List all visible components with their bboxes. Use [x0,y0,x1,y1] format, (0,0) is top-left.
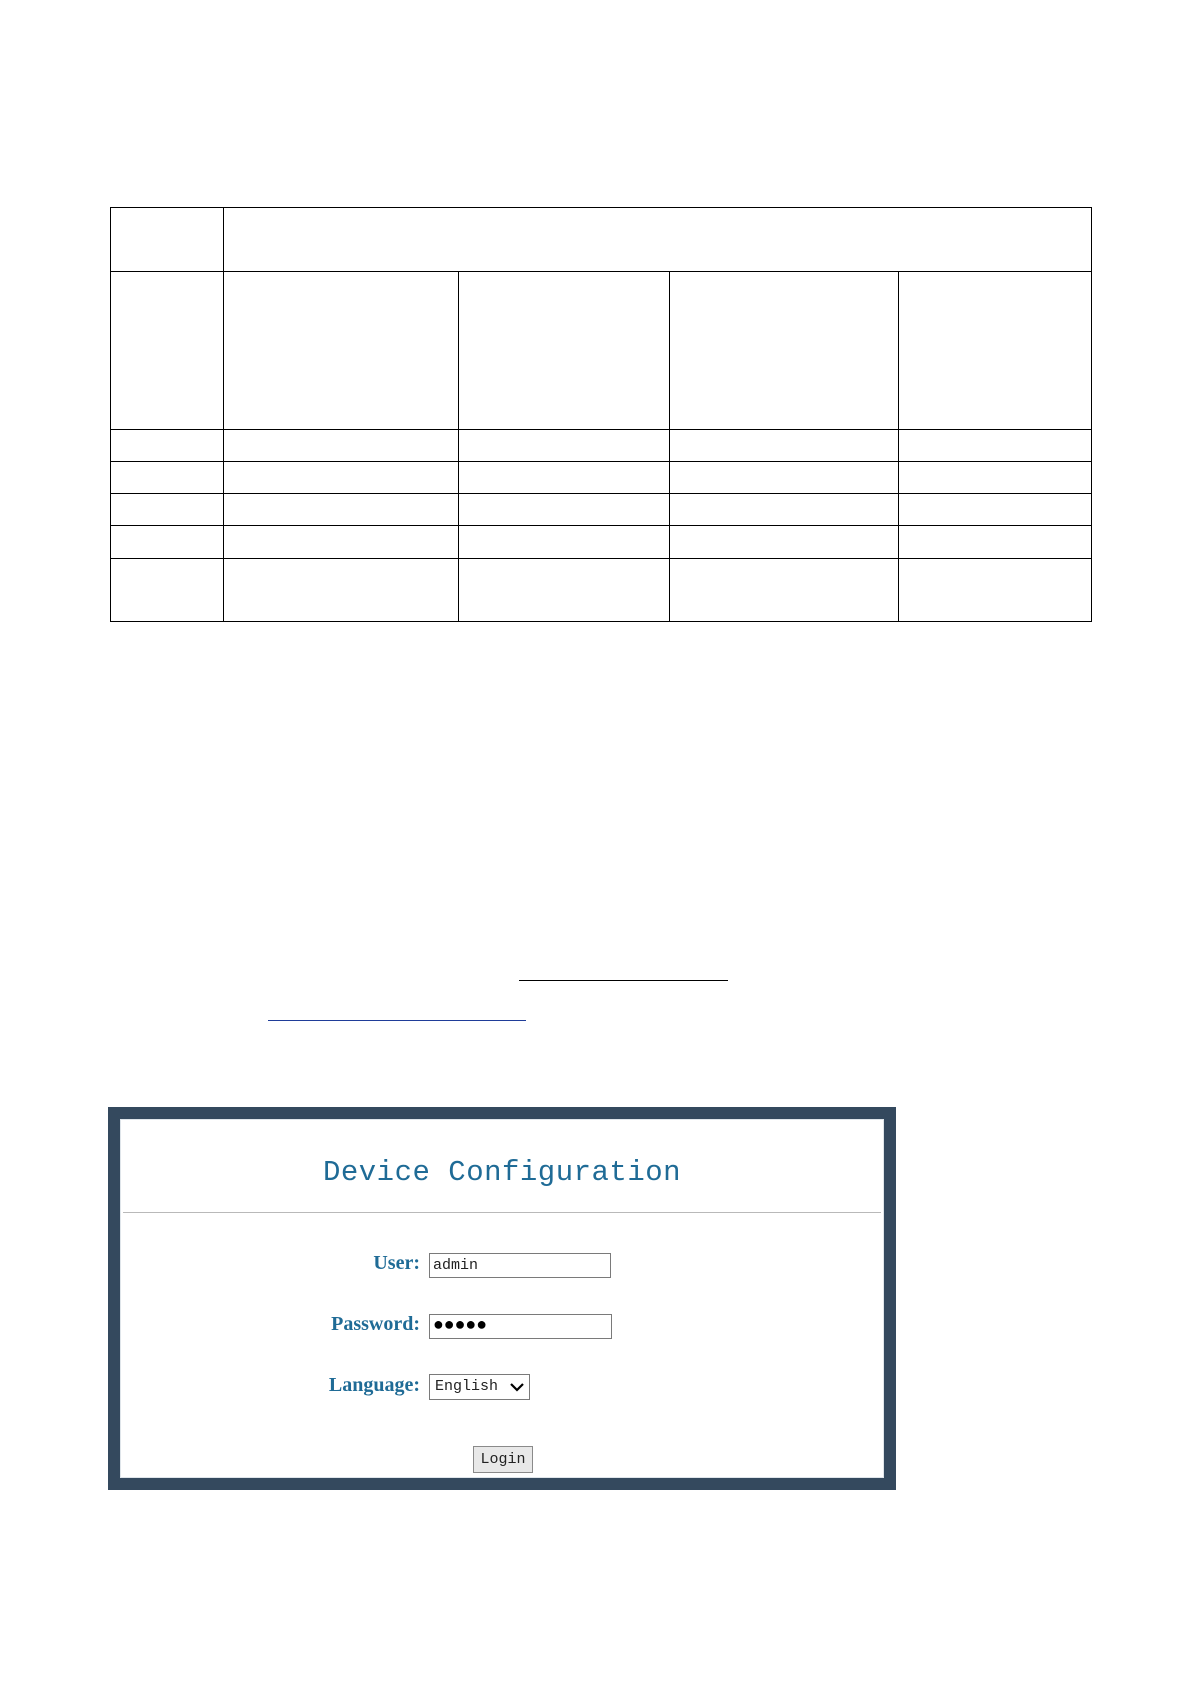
link-underline[interactable] [268,1020,526,1021]
table-row [111,526,1092,559]
table-cell [899,494,1092,526]
table-cell [670,272,899,430]
chevron-down-icon [509,1376,525,1398]
table-cell [670,430,899,462]
page-title: Device Configuration [322,1156,682,1189]
table-cell [670,494,899,526]
table-cell [459,494,670,526]
title-divider [123,1212,881,1213]
document-table [110,207,1092,622]
table-row [111,430,1092,462]
table-cell [224,430,459,462]
password-label: Password: [331,1313,420,1335]
table-cell [459,462,670,494]
table-cell [670,526,899,559]
table-cell [111,526,224,559]
language-select[interactable] [429,1374,530,1400]
table-row [111,559,1092,622]
table-row [111,272,1092,430]
user-input[interactable]: admin [429,1253,611,1278]
login-screenshot-frame [108,1107,896,1490]
table-cell [224,559,459,622]
table-cell [899,430,1092,462]
table-cell [459,559,670,622]
table-cell [224,526,459,559]
table-cell [899,462,1092,494]
login-button[interactable]: Login [473,1446,533,1473]
table-row [111,462,1092,494]
table-cell [111,462,224,494]
table-cell [459,430,670,462]
table-cell [111,208,224,272]
table-row [111,494,1092,526]
table-cell [111,559,224,622]
table-cell [459,526,670,559]
table-cell [111,430,224,462]
chevron-down-icon[interactable] [509,1376,525,1404]
table-cell [224,208,1092,272]
table-cell [111,272,224,430]
table-cell [224,494,459,526]
underline-blank [519,980,728,981]
table-cell [899,272,1092,430]
login-panel [120,1119,884,1478]
table-cell [670,559,899,622]
language-selected-value: English [435,1378,499,1395]
language-label: Language: [328,1374,420,1396]
table-cell [899,526,1092,559]
table-cell [459,272,670,430]
user-label: User: [373,1252,420,1274]
table-cell [111,494,224,526]
table-cell [899,559,1092,622]
table-cell [224,462,459,494]
table-row [111,208,1092,272]
table-cell [224,272,459,430]
password-input[interactable]: ●●●●● [429,1314,612,1339]
table-cell [670,462,899,494]
